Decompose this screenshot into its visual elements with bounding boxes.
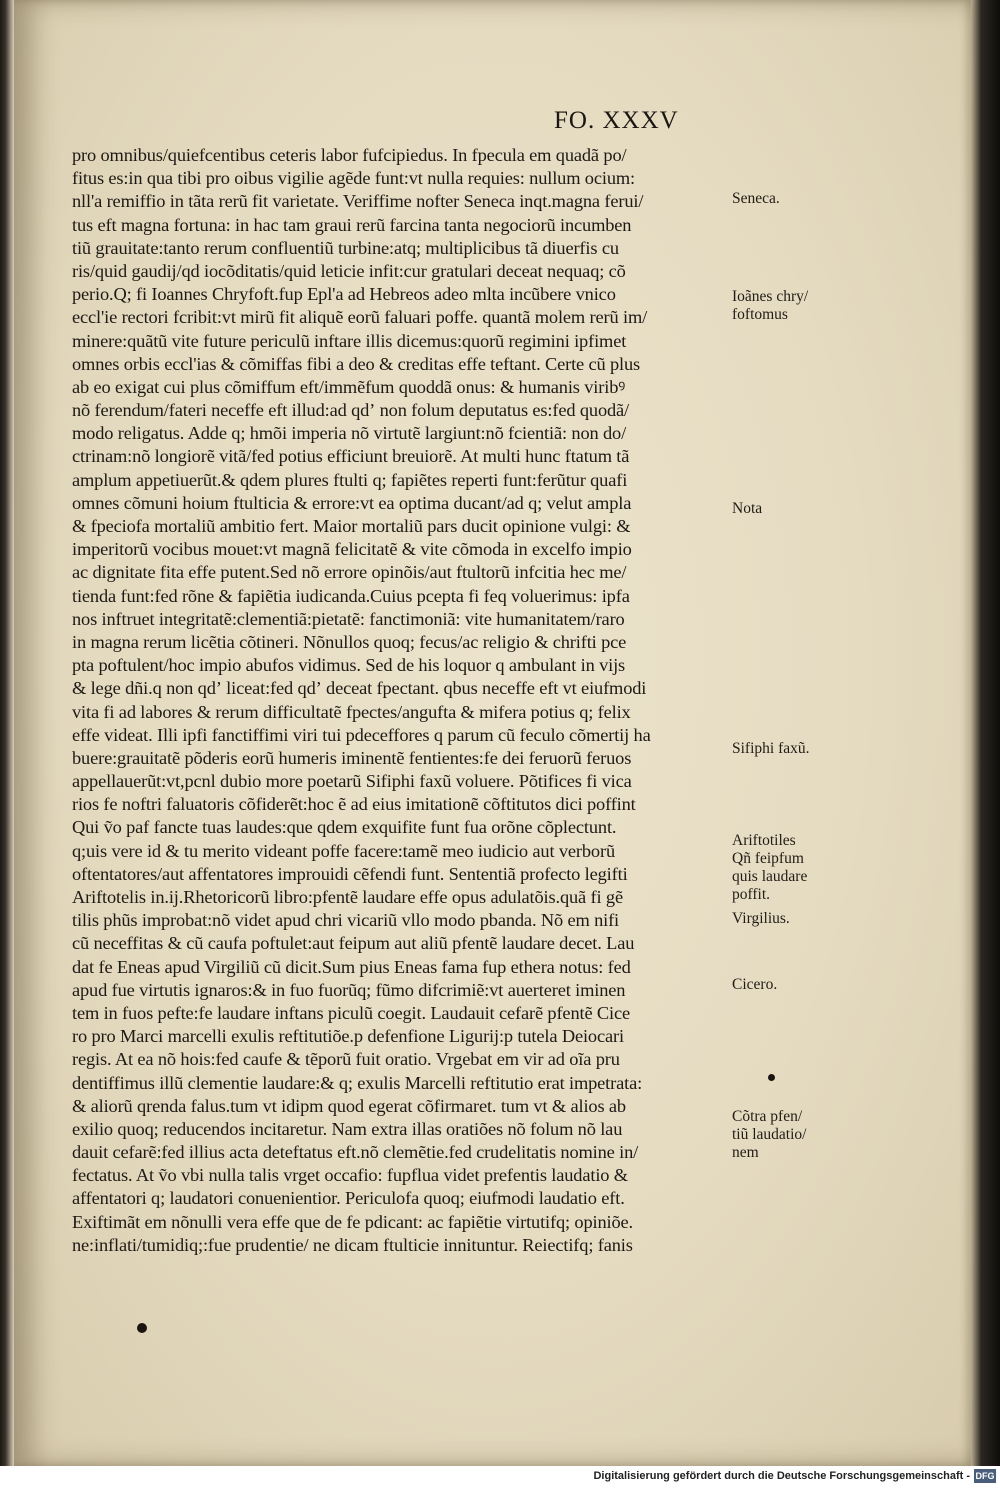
margin-note-sisiphi — [732, 740, 844, 758]
text-line: Exiftimãt em nõnulli vera effe que de fe pdicant: ac fapiẽtie virtutifq; opiniõe. — [72, 1211, 633, 1232]
folio-number: FO. XXXV — [554, 107, 679, 134]
text-line: ab eo exigat cui plus cõmiffum eft/immẽfum quoddã onus: & humanis viribꝰ — [72, 376, 626, 397]
text-line: modo religatus. Adde q; hmõi imperia nõ virtutẽ largiunt:nõ fcientiã: non do/ — [72, 423, 627, 444]
ink-spot — [768, 1074, 775, 1081]
text-line: & aliorũ qrenda falus.tum vt idipm quod egerat cõfirmaret. tum vt & alios ab — [72, 1095, 626, 1116]
text-line: fectatus. At ṽo vbi nulla talis vrget occafio: fupflua videt prefentis laudatio & — [72, 1165, 628, 1186]
text-line: nõ ferendum/fateri neceffe eft illud:ad qdʼ non folum deputatus es:fed quodã/ — [72, 400, 630, 421]
margin-note-line: Cicero. — [732, 976, 778, 993]
text-line: tem in fuos pefte:fe laudare inftans piculũ coegit. Laudauit cefarẽ pfentẽ Cice — [72, 1002, 631, 1023]
dfg-logo: DFG — [975, 1471, 995, 1481]
margin-note-line: tiũ laudatio/ — [732, 1126, 807, 1143]
text-line: pta poftulent/hoc impio abufos vidimus. Sed de his loquor q ambulant in vijs — [72, 655, 626, 676]
text-line: in magna rerum licẽtia cõtineri. Nõnullos quoq; fecus/ac religio & chrifti pce — [72, 631, 627, 652]
text-line: dat fe Eneas apud Virgiliũ cũ dicit.Sum pius Eneas fama fup ethera notus: fed — [72, 956, 631, 977]
text-line: Ariftotelis in.ij.Rhetoricorũ libro:pfentẽ laudare effe opus adulatõis.quã fi gẽ — [72, 887, 623, 907]
text-line: ne:inflati/tumidiq;:fue prudentie/ ne dicam ftulticie innituntur. Reiectifq; fanis — [72, 1234, 633, 1255]
margin-note-cicero — [732, 976, 844, 994]
text-line: tus eft magna fortuna: in hac tam graui rerũ farcina tanta negociorũ incumben — [72, 214, 632, 235]
text-line: tienda funt:fed rõne & fapiẽtia iudicanda.Cuius pcepta fi feq voluerimus: ipfa — [72, 585, 630, 606]
margin-note-line: poffit. — [732, 886, 771, 903]
text-line: nos inftruet integritatẽ:clementiã:pietatẽ: fanctimoniã: vite humanitatem/raro — [72, 608, 625, 629]
text-line: imperitorũ vocibus mouet:vt magnã felicitatẽ & vite cõmoda in excelfo impio — [72, 539, 632, 560]
margin-note-aristotiles — [732, 832, 844, 904]
text-line: dauit cefarẽ:fed illius acta deteftatus eft.nõ clemẽtie.fed crudelitatis nomine in/ — [72, 1142, 639, 1163]
text-line: & lege dñi.q non qdʼ liceat:fed qdʼ deceat fpectant. qbus neceffe eft vt eiufmodi — [72, 678, 647, 699]
margin-note-line: foftomus — [732, 306, 788, 323]
text-line: omnes cõmuni hoium ftulticia & errore:vt ea optima ducant/ad q; velut ampla — [72, 492, 632, 513]
margin-note-line: Seneca. — [732, 190, 780, 207]
text-line: minere:quãtũ vite future periculũ inftare illis dicemus:quorũ regimini ipfimet — [72, 330, 627, 351]
text-line: apud fue virtutis ignaros:& in fuo fuorũq; fũmo difcrimiẽ:vt auerteret iminen — [72, 979, 626, 1000]
text-line: pro omnibus/quiefcentibus ceteris labor fufcipiedus. In fpecula em quadã po/ — [72, 145, 627, 165]
text-line: tilis phũs improbat:nõ videt apud chri vicariũ vllo modo pbanda. Nõ em nifi — [72, 910, 620, 931]
text-line: tiũ grauitate:tanto rerum confluentiũ turbine:atq; multiplicibus tã diuerfis cu — [72, 237, 619, 258]
main-text-block — [72, 144, 732, 1257]
footer-credit: Digitalisierung gefördert durch die Deutsche Forschungsgemeinschaft - — [593, 1470, 970, 1482]
margin-note-contra — [732, 1108, 844, 1162]
text-line: amplum appetiuerũt.& qdem plures ftulti q; fapiẽtes reperti funt:ferũtur quafi — [72, 469, 628, 490]
margin-note-line: nem — [732, 1144, 759, 1161]
margin-note-virgilius — [732, 910, 844, 928]
text-line: vita fi ad labores & rerum difficultatẽ fpectes/angufta & mifera potius q; felix — [72, 701, 631, 722]
margin-note-line: Sifiphi faxũ. — [732, 740, 810, 757]
margin-note-line: Ioãnes chry/ — [732, 288, 809, 305]
text-line: Qui ṽo paf fancte tuas laudes:que qdem exquifite funt fua orõne cõplectunt. — [72, 817, 617, 838]
text-line: cũ neceffitas & cũ caufa poftulet:aut feipum aut aliũ pfentẽ laudare decet. Lau — [72, 933, 635, 954]
margin-note-line: Qñ feipfum — [732, 850, 804, 867]
margin-note-line: Cõtra pfen/ — [732, 1108, 803, 1125]
margin-note-nota — [732, 500, 844, 518]
text-line: fitus es:in qua tibi pro oibus vigilie agẽde funt:vt nulla requies: nullum ocium: — [72, 168, 635, 189]
ink-spot — [137, 1323, 147, 1333]
text-line: effe videat. Illi ipfi fanctiffimi viri tui pdeceffores q parum cũ feculo cõmertij ha — [72, 724, 651, 745]
text-line: oftentatores/aut affentatores improuidi cẽfendi funt. Sententiã profecto legifti — [72, 863, 628, 884]
margin-note-line: Virgilius. — [732, 910, 790, 927]
text-line: eccl'ie rectori fcribit:vt mirũ fit aliquẽ eorũ faluari poffe. quantã molem rerũ im/ — [72, 307, 648, 328]
text-line: ris/quid gaudij/qd iocõditatis/quid leticie infit:cur gratulari deceat nequaq; cõ — [72, 260, 626, 281]
text-line: & fpeciofa mortaliũ ambitio fert. Maior mortaliũ pars ducit opinione vulgi: & — [72, 516, 631, 536]
text-line: dentiffimus illũ clementie laudare:& q; exulis Marcelli reftitutio erat impetrata: — [72, 1072, 643, 1093]
text-line: ro pro Marci marcelli exulis reftitutiõe.p defenfione Ligurij:p tutela Deiocari — [72, 1026, 624, 1047]
text-line: perio.Q; fi Ioannes Chryfoft.fup Epl'a ad Hebreos adeo mlta incũbere vnico — [72, 284, 616, 305]
text-line: omnes orbis eccl'ias & cõmiffas fibi a deo & creditas effe teftant. Certe cũ plus — [72, 353, 641, 374]
text-line: rios fe noftri faluatoris cõfiderẽt:hoc ẽ ad eius imitationẽ cõftitutos dici poffint — [72, 794, 636, 815]
margin-note-line: quis laudare — [732, 868, 808, 885]
text-line: regis. At ea nõ hois:fed caufe & tẽporũ fuit oratio. Vrgebat em vir ad oĩa pru — [72, 1049, 620, 1070]
margin-note-seneca — [732, 190, 844, 208]
text-line: q;uis vere id & tu merito videant poffe facere:tamẽ meo iudicio aut verborũ — [72, 840, 616, 861]
margin-note-line: Nota — [732, 500, 763, 517]
text-line: nll'a remiffio in tãta rerũ fit varietate. Veriffime nofter Seneca inqt.magna ferui/ — [72, 191, 644, 212]
footer-bar — [0, 1466, 1000, 1488]
margin-note-line: Ariftotiles — [732, 832, 796, 849]
text-line: exilio quoq; reducendos incitaretur. Nam extra illas oratiões nõ folum nõ lau — [72, 1118, 623, 1139]
text-line: affentatori q; laudatori conuenientior. Periculofa quoq; eiufmodi laudatio eft. — [72, 1188, 625, 1209]
text-line: ac dignitate fita effe putent.Sed nõ errore opinõis/aut ftultorũ infcitia hec me/ — [72, 562, 627, 583]
page-right-edge — [971, 0, 1000, 1466]
text-line: buere:grauitatẽ põderis eorũ humeris iminentẽ fentientes:fe dei feruorũ feruos — [72, 747, 632, 768]
text-line: appellauerũt:vt,pcnl dubio more poetarũ Sifiphi faxũ voluere. Põtifices fi vica — [72, 771, 632, 792]
text-line: ctrinam:nõ longiorẽ vitã/fed potius efficiunt breuiorẽ. At multi hunc ftatum tã — [72, 446, 630, 467]
book-gutter-edge — [0, 0, 14, 1466]
margin-note-ioannes — [732, 288, 844, 324]
